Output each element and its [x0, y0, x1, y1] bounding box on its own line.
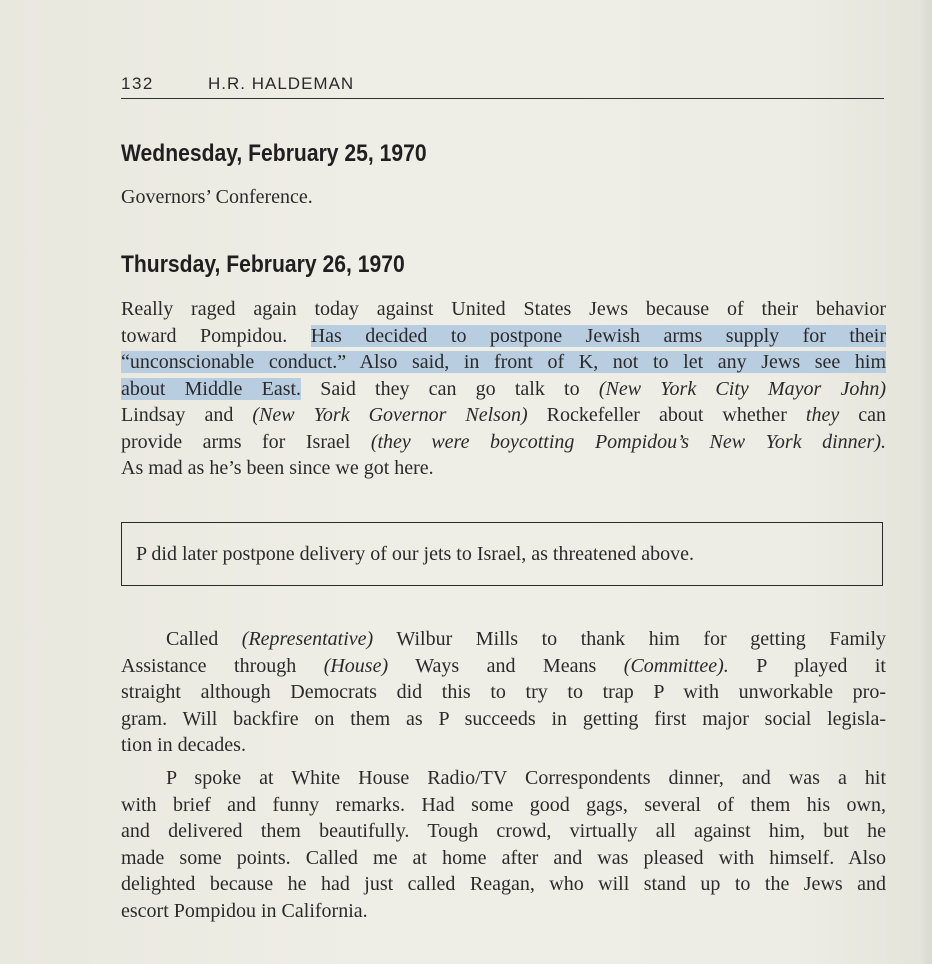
page-number: 132	[121, 74, 154, 93]
entry-date-heading: Wednesday, February 25, 1970	[121, 140, 427, 167]
entry-text	[121, 184, 886, 211]
running-header-author: H.R. HALDEMAN	[208, 74, 355, 93]
running-header	[121, 72, 884, 99]
italic-text: (Committee).	[623, 654, 729, 677]
text-segment: Assistance through	[121, 654, 297, 677]
text-line	[121, 626, 886, 653]
highlighted-text[interactable]: Has decided to postpone Jewish arms supply for their	[310, 324, 886, 347]
text-line	[121, 653, 886, 680]
text-line	[121, 376, 886, 403]
text-line: P spoke at White House Radio/TV Correspondents dinner, and was a hit	[166, 767, 886, 789]
paragraph	[121, 626, 886, 759]
text-line	[121, 429, 886, 456]
italic-text: (New York City Mayor John)	[598, 377, 887, 400]
text-segment: Said they can go talk to	[320, 377, 580, 400]
text-line: and delivered them beautifully. Tough crowd, virtually all against him, but he	[121, 820, 886, 842]
text-line: As mad as he’s been since we got here.	[121, 457, 434, 479]
text-line	[121, 323, 886, 350]
text-line: escort Pompidou in California.	[121, 899, 368, 922]
text-line: tion in decades.	[121, 734, 246, 756]
boxed-note	[121, 522, 883, 586]
text-line: with brief and funny remarks. Had some good gags, several of them his own,	[121, 793, 886, 816]
italic-text: (they were boycotting Pompidou’s New York dinner).	[370, 430, 886, 453]
text-segment: can	[858, 404, 886, 426]
italic-text: (New York Governor Nelson)	[252, 404, 528, 426]
text-line: straight although Democrats did this to try to trap P with unworkable pro-	[121, 681, 886, 703]
boxed-note-text: P did later postpone delivery of our jets to Israel, as threatened above.	[136, 543, 694, 565]
text-segment: Called	[166, 628, 219, 650]
text-segment: provide arms for Israel	[121, 430, 351, 453]
text-segment: Lindsay and	[121, 404, 234, 426]
text-line: made some points. Called me at home after and was pleased with himself. Also	[121, 846, 886, 869]
paragraph	[121, 765, 886, 924]
highlighted-text[interactable]: about Middle East.	[121, 377, 302, 400]
entry-text[interactable]	[121, 296, 886, 482]
text-line	[121, 402, 886, 429]
entry-date-heading: Thursday, February 26, 1970	[121, 251, 405, 278]
text-segment: Ways and Means	[415, 654, 597, 677]
italic-text: (Representative)	[241, 628, 374, 650]
text-segment: Rockefeller about whether	[546, 404, 787, 426]
italic-text: (House)	[323, 654, 389, 677]
text-line: Governors’ Conference.	[121, 186, 313, 208]
highlighted-text[interactable]: “unconscionable conduct.” Also said, in front of K, not to let any Jews see him	[121, 351, 886, 373]
page-edge	[918, 0, 932, 964]
text-segment: toward Pompidou.	[121, 324, 288, 347]
text-line: gram. Will backfire on them as P succeeds in getting first major social legisla-	[121, 707, 886, 730]
text-segment: Wilbur Mills to thank him for getting Family	[396, 628, 887, 650]
text-line: Really raged again today against United States Jews because of their behavior	[121, 298, 886, 320]
text-line	[121, 349, 886, 376]
italic-text: they	[805, 404, 840, 426]
text-segment: P played it	[756, 654, 886, 677]
text-line: delighted because he had just called Reagan, who will stand up to the Jews and	[121, 873, 886, 895]
